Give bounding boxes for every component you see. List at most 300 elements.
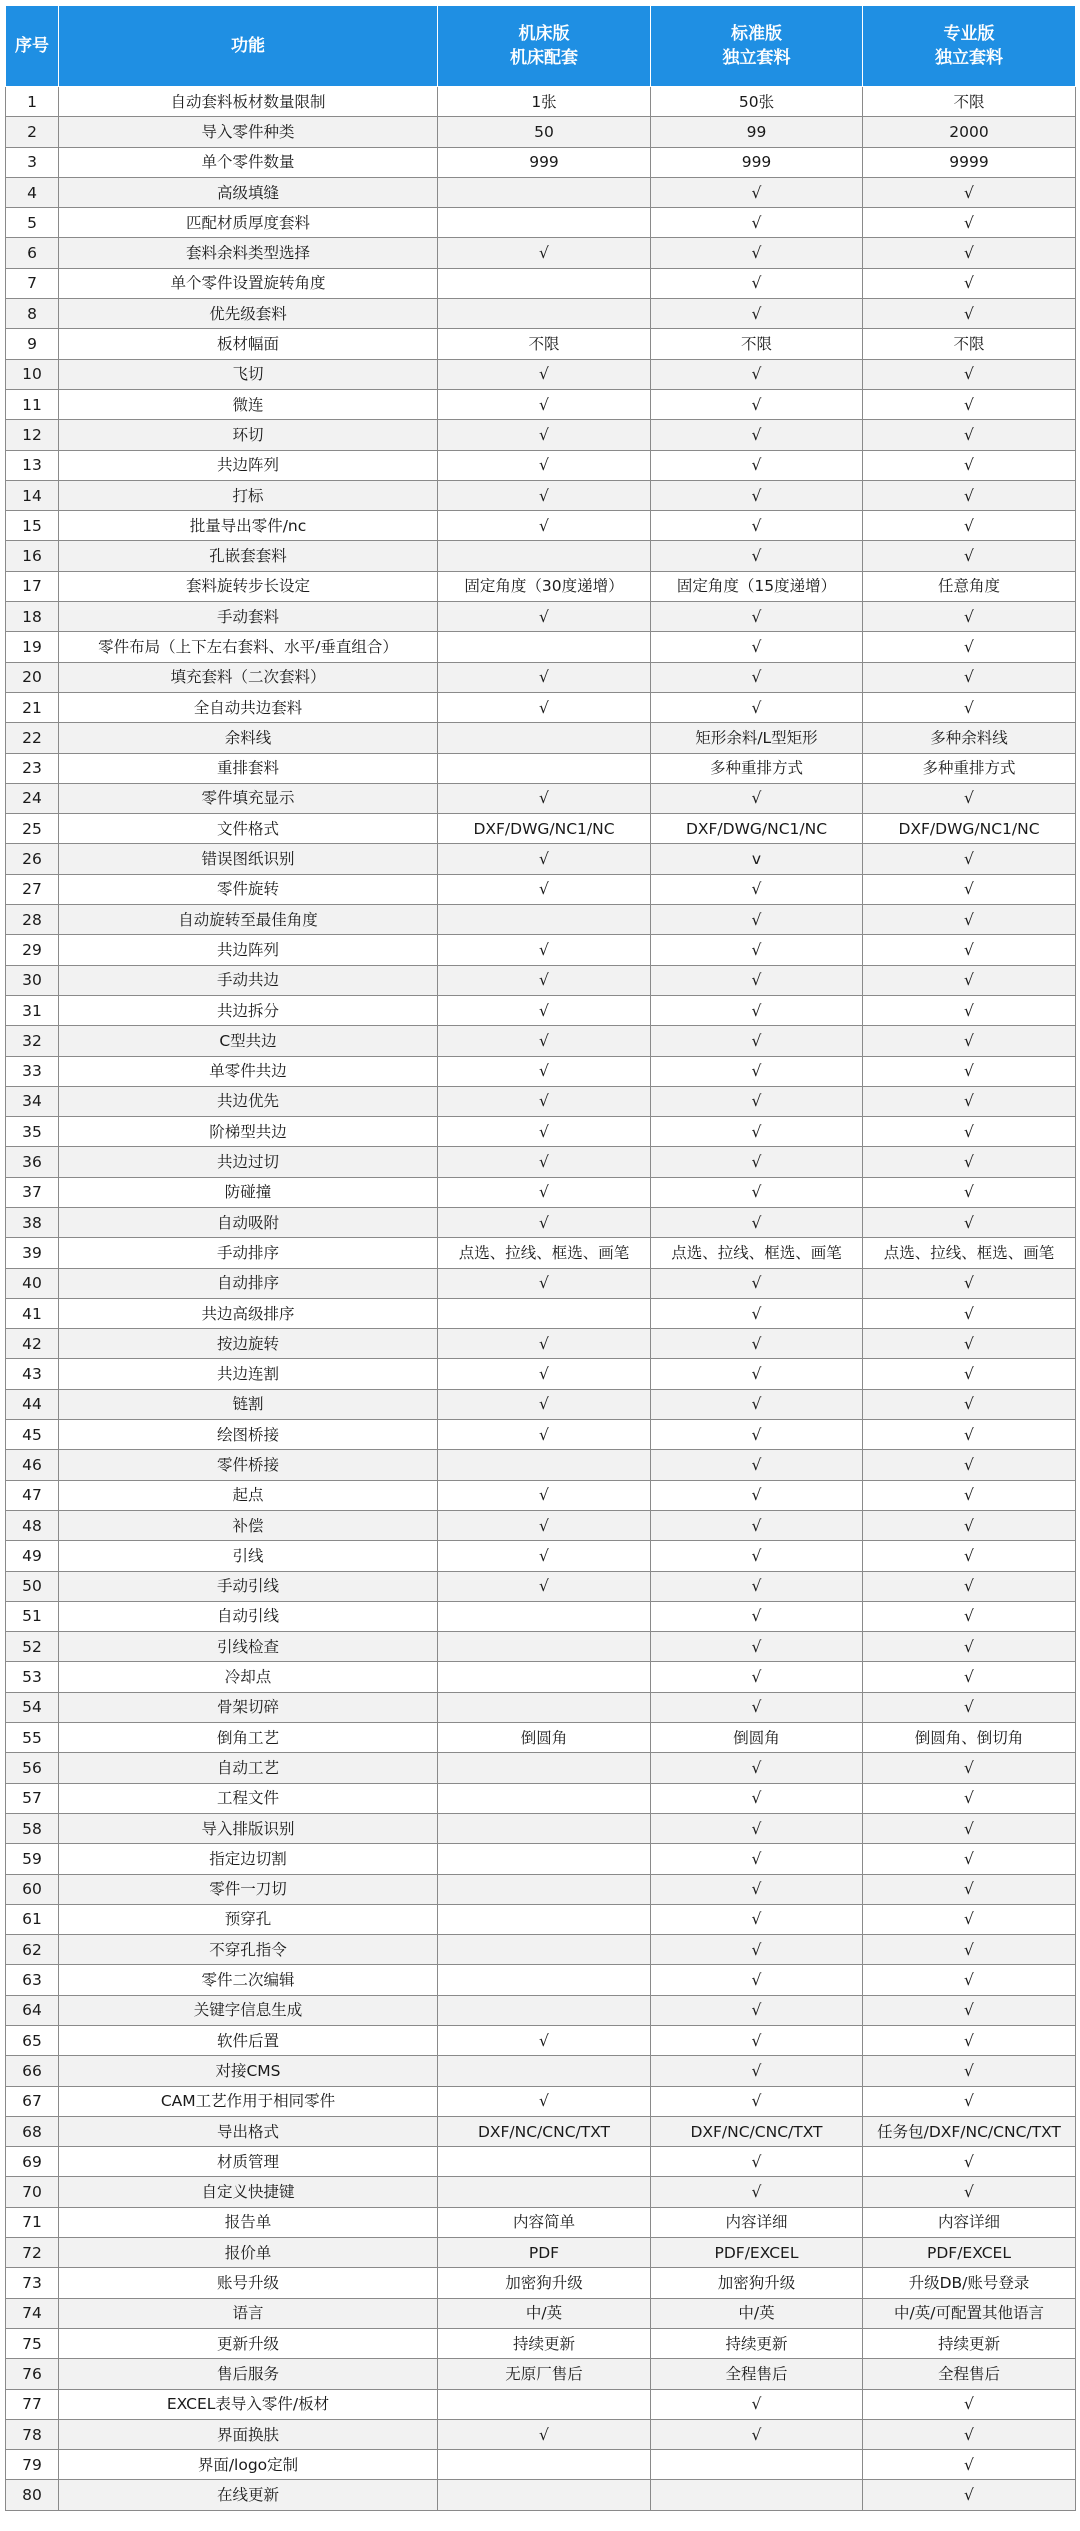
table-row [6,1268,1076,1298]
cell-feature: EXCEL表导入零件/板材 [59,2389,438,2419]
cell-professional-edition: √ [863,2026,1076,2056]
table-body [6,87,1076,2511]
table-row [6,2419,1076,2449]
cell-professional-edition: √ [863,1359,1076,1389]
table-row [6,2298,1076,2328]
cell-machine-edition: √ [438,662,651,692]
cell-no: 19 [6,632,59,662]
table-row [6,541,1076,571]
cell-no: 72 [6,2238,59,2268]
table-row [6,874,1076,904]
cell-feature: 自动旋转至最佳角度 [59,905,438,935]
table-row [6,208,1076,238]
cell-machine-edition [438,1965,651,1995]
cell-feature: 绘图桥接 [59,1420,438,1450]
cell-no: 62 [6,1935,59,1965]
cell-professional-edition: √ [863,874,1076,904]
cell-feature: 导入零件种类 [59,117,438,147]
cell-no: 51 [6,1601,59,1631]
cell-feature: 骨架切碎 [59,1692,438,1722]
cell-standard-edition: √ [651,1632,863,1662]
cell-machine-edition: √ [438,874,651,904]
cell-no: 23 [6,753,59,783]
cell-professional-edition: √ [863,1056,1076,1086]
cell-feature: 手动套料 [59,602,438,632]
cell-professional-edition: √ [863,602,1076,632]
cell-standard-edition: 不限 [651,329,863,359]
cell-feature: 冷却点 [59,1662,438,1692]
cell-standard-edition: √ [651,935,863,965]
cell-standard-edition: √ [651,2147,863,2177]
cell-standard-edition: √ [651,299,863,329]
cell-machine-edition [438,1813,651,1843]
table-row [6,1783,1076,1813]
header-feature [59,6,438,87]
cell-feature: 对接CMS [59,2056,438,2086]
cell-no: 21 [6,692,59,722]
cell-standard-edition: √ [651,1298,863,1328]
cell-machine-edition: √ [438,238,651,268]
table-row [6,1813,1076,1843]
cell-no: 9 [6,329,59,359]
table-row [6,2086,1076,2116]
cell-professional-edition: √ [863,632,1076,662]
header-no [6,6,59,87]
cell-feature: 补偿 [59,1510,438,1540]
cell-feature: 语言 [59,2298,438,2328]
cell-standard-edition: √ [651,359,863,389]
table-row [6,1086,1076,1116]
cell-no: 43 [6,1359,59,1389]
cell-standard-edition: 持续更新 [651,2328,863,2358]
cell-standard-edition: 99 [651,117,863,147]
cell-feature: 全自动共边套料 [59,692,438,722]
cell-professional-edition: √ [863,1571,1076,1601]
cell-no: 28 [6,905,59,935]
cell-standard-edition: √ [651,1874,863,1904]
cell-machine-edition: √ [438,1359,651,1389]
cell-no: 59 [6,1844,59,1874]
cell-machine-edition: √ [438,1510,651,1540]
cell-no: 14 [6,480,59,510]
cell-professional-edition: √ [863,389,1076,419]
header-edition-standard [651,6,863,87]
table-row [6,1753,1076,1783]
edition-comparison-table [5,5,1076,2511]
header-edition-name: 专业版 [943,24,995,44]
cell-standard-edition: √ [651,1329,863,1359]
cell-professional-edition: √ [863,1753,1076,1783]
comparison-table-container [5,5,1075,2511]
cell-machine-edition [438,1601,651,1631]
table-row [6,1632,1076,1662]
cell-professional-edition: √ [863,2086,1076,2116]
cell-no: 70 [6,2177,59,2207]
cell-professional-edition: √ [863,1086,1076,1116]
cell-machine-edition: √ [438,420,651,450]
cell-standard-edition: √ [651,238,863,268]
header-no-label: 序号 [15,36,49,56]
cell-no: 44 [6,1389,59,1419]
table-row [6,1692,1076,1722]
cell-no: 57 [6,1783,59,1813]
cell-standard-edition: DXF/NC/CNC/TXT [651,2116,863,2146]
cell-feature: 自动套料板材数量限制 [59,87,438,117]
cell-professional-edition: 升级DB/账号登录 [863,2268,1076,2298]
cell-professional-edition: √ [863,1904,1076,1934]
header-edition-name: 机床版 [518,24,570,44]
cell-feature: 零件填充显示 [59,783,438,813]
cell-standard-edition: √ [651,692,863,722]
table-row [6,1510,1076,1540]
cell-machine-edition [438,2056,651,2086]
cell-machine-edition: √ [438,1329,651,1359]
cell-machine-edition: DXF/NC/CNC/TXT [438,2116,651,2146]
cell-professional-edition: √ [863,1783,1076,1813]
cell-feature: 自动吸附 [59,1207,438,1237]
cell-feature: 链割 [59,1389,438,1419]
table-row [6,814,1076,844]
cell-no: 54 [6,1692,59,1722]
cell-no: 40 [6,1268,59,1298]
cell-feature: 引线检查 [59,1632,438,1662]
cell-feature: 单个零件数量 [59,147,438,177]
cell-machine-edition: √ [438,602,651,632]
cell-no: 55 [6,1723,59,1753]
cell-no: 8 [6,299,59,329]
table-row [6,692,1076,722]
table-row [6,783,1076,813]
cell-professional-edition: √ [863,1844,1076,1874]
cell-machine-edition: √ [438,1086,651,1116]
cell-feature: 高级填缝 [59,177,438,207]
cell-feature: 工程文件 [59,1783,438,1813]
cell-professional-edition: 倒圆角、倒切角 [863,1723,1076,1753]
cell-professional-edition: √ [863,1995,1076,2025]
table-row [6,2268,1076,2298]
cell-machine-edition: √ [438,389,651,419]
cell-no: 31 [6,995,59,1025]
cell-professional-edition: √ [863,1874,1076,1904]
cell-standard-edition: √ [651,1692,863,1722]
cell-professional-edition: √ [863,177,1076,207]
cell-no: 41 [6,1298,59,1328]
table-row [6,1207,1076,1237]
cell-no: 64 [6,1995,59,2025]
cell-standard-edition: √ [651,1904,863,1934]
cell-no: 27 [6,874,59,904]
cell-feature: 匹配材质厚度套料 [59,208,438,238]
header-edition-name: 标准版 [731,24,782,44]
table-row [6,2147,1076,2177]
cell-professional-edition: √ [863,1965,1076,1995]
table-row [6,268,1076,298]
cell-professional-edition: √ [863,1632,1076,1662]
table-row [6,1662,1076,1692]
cell-standard-edition: √ [651,1026,863,1056]
cell-no: 39 [6,1238,59,1268]
cell-professional-edition: √ [863,1298,1076,1328]
cell-standard-edition: √ [651,1662,863,1692]
cell-machine-edition: 固定角度（30度递增） [438,571,651,601]
cell-standard-edition: √ [651,420,863,450]
cell-feature: 共边阵列 [59,935,438,965]
cell-machine-edition: √ [438,2086,651,2116]
cell-professional-edition: √ [863,1147,1076,1177]
cell-machine-edition [438,1995,651,2025]
cell-standard-edition: √ [651,1177,863,1207]
cell-no: 22 [6,723,59,753]
header-edition-professional [863,6,1076,87]
cell-standard-edition: √ [651,965,863,995]
table-row [6,1056,1076,1086]
cell-machine-edition [438,2389,651,2419]
cell-professional-edition: √ [863,1662,1076,1692]
cell-professional-edition: √ [863,1480,1076,1510]
cell-standard-edition: 全程售后 [651,2359,863,2389]
cell-machine-edition: 点选、拉线、框选、画笔 [438,1238,651,1268]
cell-professional-edition: 不限 [863,87,1076,117]
cell-standard-edition: √ [651,2026,863,2056]
table-row [6,1026,1076,1056]
cell-feature: 单零件共边 [59,1056,438,1086]
table-row [6,1329,1076,1359]
cell-standard-edition: √ [651,1783,863,1813]
cell-machine-edition: √ [438,995,651,1025]
cell-machine-edition: √ [438,1420,651,1450]
cell-no: 50 [6,1571,59,1601]
cell-machine-edition: 加密狗升级 [438,2268,651,2298]
cell-feature: 报价单 [59,2238,438,2268]
cell-standard-edition: √ [651,1753,863,1783]
cell-machine-edition [438,2147,651,2177]
cell-machine-edition [438,1450,651,1480]
cell-professional-edition: √ [863,2450,1076,2480]
cell-standard-edition: √ [651,1117,863,1147]
header-feature-label: 功能 [231,36,265,56]
cell-machine-edition: √ [438,480,651,510]
cell-machine-edition: √ [438,1026,651,1056]
cell-professional-edition: √ [863,208,1076,238]
cell-standard-edition: √ [651,268,863,298]
table-row [6,1723,1076,1753]
cell-machine-edition: 持续更新 [438,2328,651,2358]
cell-no: 29 [6,935,59,965]
cell-standard-edition: 内容详细 [651,2207,863,2237]
cell-professional-edition: √ [863,935,1076,965]
cell-standard-edition: 中/英 [651,2298,863,2328]
table-row [6,753,1076,783]
cell-no: 61 [6,1904,59,1934]
cell-no: 60 [6,1874,59,1904]
cell-standard-edition: √ [651,1389,863,1419]
cell-feature: 界面换肤 [59,2419,438,2449]
table-header [6,6,1076,87]
cell-no: 17 [6,571,59,601]
cell-feature: 优先级套料 [59,299,438,329]
cell-no: 36 [6,1147,59,1177]
table-row [6,1904,1076,1934]
cell-professional-edition: √ [863,2480,1076,2510]
cell-professional-edition: √ [863,2056,1076,2086]
cell-standard-edition: √ [651,1359,863,1389]
table-row [6,177,1076,207]
cell-professional-edition: √ [863,299,1076,329]
cell-machine-edition: √ [438,1207,651,1237]
cell-machine-edition: DXF/DWG/NC1/NC [438,814,651,844]
cell-feature: 套料旋转步长设定 [59,571,438,601]
table-row [6,844,1076,874]
cell-machine-edition [438,1935,651,1965]
cell-professional-edition: 中/英/可配置其他语言 [863,2298,1076,2328]
table-row [6,662,1076,692]
cell-machine-edition: 无原厂售后 [438,2359,651,2389]
cell-feature: 自动引线 [59,1601,438,1631]
cell-standard-edition: √ [651,1207,863,1237]
table-row [6,2328,1076,2358]
cell-standard-edition: √ [651,450,863,480]
cell-professional-edition: √ [863,1329,1076,1359]
cell-no: 7 [6,268,59,298]
cell-professional-edition: √ [863,541,1076,571]
cell-machine-edition [438,541,651,571]
cell-professional-edition: 点选、拉线、框选、画笔 [863,1238,1076,1268]
cell-no: 65 [6,2026,59,2056]
header-edition-desc: 机床配套 [510,48,578,68]
table-row [6,359,1076,389]
cell-professional-edition: √ [863,1601,1076,1631]
table-row [6,1420,1076,1450]
cell-professional-edition: √ [863,1450,1076,1480]
cell-feature: 更新升级 [59,2328,438,2358]
cell-professional-edition: √ [863,692,1076,722]
table-row [6,2359,1076,2389]
cell-professional-edition: √ [863,480,1076,510]
cell-no: 1 [6,87,59,117]
cell-standard-edition: 倒圆角 [651,1723,863,1753]
cell-professional-edition: 2000 [863,117,1076,147]
table-row [6,1450,1076,1480]
table-row [6,2450,1076,2480]
cell-feature: 打标 [59,480,438,510]
cell-standard-edition: √ [651,1480,863,1510]
table-row [6,2177,1076,2207]
cell-professional-edition: √ [863,1420,1076,1450]
cell-professional-edition: √ [863,1813,1076,1843]
cell-professional-edition: √ [863,450,1076,480]
cell-machine-edition [438,2177,651,2207]
cell-standard-edition: √ [651,2389,863,2419]
cell-machine-edition: √ [438,359,651,389]
cell-professional-edition: √ [863,420,1076,450]
cell-no: 69 [6,2147,59,2177]
cell-feature: 不穿孔指令 [59,1935,438,1965]
table-row [6,2116,1076,2146]
cell-machine-edition: √ [438,935,651,965]
cell-professional-edition: √ [863,995,1076,1025]
cell-no: 33 [6,1056,59,1086]
cell-feature: 板材幅面 [59,329,438,359]
cell-feature: 软件后置 [59,2026,438,2056]
table-row [6,2480,1076,2510]
table-row [6,1601,1076,1631]
cell-feature: 零件旋转 [59,874,438,904]
cell-feature: 按边旋转 [59,1329,438,1359]
cell-feature: 阶梯型共边 [59,1117,438,1147]
cell-standard-edition: √ [651,2177,863,2207]
cell-feature: 手动排序 [59,1238,438,1268]
cell-no: 63 [6,1965,59,1995]
table-row [6,1177,1076,1207]
header-edition-desc: 独立套料 [722,48,791,68]
cell-machine-edition: √ [438,2026,651,2056]
table-row [6,389,1076,419]
cell-no: 15 [6,511,59,541]
cell-feature: 批量导出零件/nc [59,511,438,541]
table-row [6,995,1076,1025]
cell-standard-edition: PDF/EXCEL [651,2238,863,2268]
cell-standard-edition: √ [651,1420,863,1450]
cell-standard-edition: 多种重排方式 [651,753,863,783]
cell-feature: 材质管理 [59,2147,438,2177]
table-row [6,1874,1076,1904]
cell-machine-edition [438,2480,651,2510]
cell-feature: 预穿孔 [59,1904,438,1934]
cell-no: 6 [6,238,59,268]
cell-feature: 微连 [59,389,438,419]
cell-machine-edition: 倒圆角 [438,1723,651,1753]
cell-feature: 报告单 [59,2207,438,2237]
cell-feature: 在线更新 [59,2480,438,2510]
cell-professional-edition: 内容详细 [863,2207,1076,2237]
cell-standard-edition: √ [651,208,863,238]
header-edition-desc: 独立套料 [935,48,1003,68]
cell-professional-edition: PDF/EXCEL [863,2238,1076,2268]
cell-no: 66 [6,2056,59,2086]
cell-professional-edition: √ [863,511,1076,541]
cell-machine-edition [438,1662,651,1692]
cell-feature: 余料线 [59,723,438,753]
cell-standard-edition: √ [651,1813,863,1843]
cell-machine-edition: √ [438,692,651,722]
table-row [6,238,1076,268]
table-row [6,2026,1076,2056]
table-row [6,2389,1076,2419]
cell-feature: 售后服务 [59,2359,438,2389]
cell-standard-edition: 矩形余料/L型矩形 [651,723,863,753]
cell-machine-edition: √ [438,2419,651,2449]
cell-standard-edition: √ [651,1510,863,1540]
cell-feature: 指定边切割 [59,1844,438,1874]
cell-no: 32 [6,1026,59,1056]
table-row [6,935,1076,965]
cell-professional-edition: 不限 [863,329,1076,359]
table-row [6,2207,1076,2237]
cell-feature: 起点 [59,1480,438,1510]
cell-machine-edition [438,1874,651,1904]
cell-feature: 套料余料类型选择 [59,238,438,268]
cell-no: 67 [6,2086,59,2116]
cell-standard-edition: √ [651,1268,863,1298]
cell-feature: 手动共边 [59,965,438,995]
table-row [6,299,1076,329]
cell-no: 75 [6,2328,59,2358]
cell-no: 25 [6,814,59,844]
cell-standard-edition: √ [651,1995,863,2025]
cell-machine-edition: √ [438,1056,651,1086]
cell-machine-edition [438,905,651,935]
table-row [6,1389,1076,1419]
